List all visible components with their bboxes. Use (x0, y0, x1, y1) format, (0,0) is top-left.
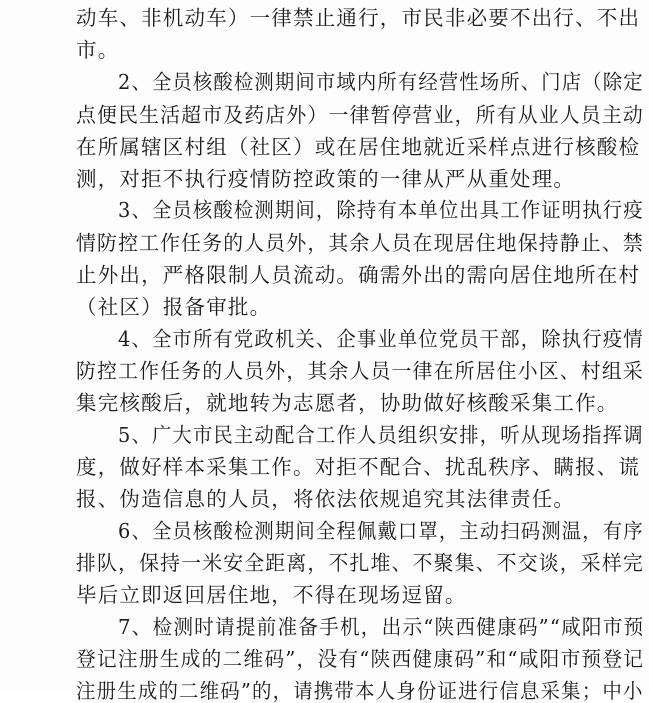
text-line: 点便民生活超市及药店外）一律暂停营业，所有从业人员主动 (76, 103, 644, 127)
text-line: 毕后立即返回居住地，不得在现场逗留。 (76, 583, 467, 607)
text-line: 在所属辖区村组（社区）或在居住地就近采样点进行核酸检 (76, 135, 641, 159)
text-line: 4、全市所有党政机关、企事业单位党员干部，除执行疫情 (118, 327, 644, 351)
text-line: 报、伪造信息的人员，将依法依规追究其法律责任。 (76, 487, 576, 511)
text-line: 测，对拒不执行疫情防控政策的一律从严从重处理。 (76, 167, 576, 191)
text-line: 情防控工作任务的人员外，其余人员在现居住地保持静止、禁 (76, 231, 644, 255)
text-line: 5、广大市民主动配合工作人员组织安排，听从现场指挥调 (118, 423, 644, 447)
text-line: 7、检测时请提前准备手机，出示“陕西健康码”“咸阳市预 (118, 615, 645, 639)
text-line: 市。 (76, 38, 120, 62)
text-line: 排队，保持一米安全距离，不扎堆、不聚集、不交谈，采样完 (76, 551, 644, 575)
text-line: 注册生成的二维码”的，请携带本人身份证进行信息采集；中小 (76, 679, 644, 703)
text-line: 登记注册生成的二维码”，没有“陕西健康码”和“咸阳市预登记 (76, 647, 645, 671)
text-line: 2、全员核酸检测期间市域内所有经营性场所、门店（除定 (118, 70, 644, 94)
text-line: 3、全员核酸检测期间，除持有本单位出具工作证明执行疫 (118, 198, 644, 222)
text-line: （社区）报备审批。 (76, 295, 272, 319)
text-line: 动车、非机动车）一律禁止通行，市民非必要不出行、不出 (76, 6, 641, 30)
text-line: 止外出，严格限制人员流动。确需外出的需向居住地所在村 (76, 263, 641, 287)
text-line: 防控工作任务的人员外，其余人员一律在所居住小区、村组采 (76, 359, 644, 383)
text-line: 集完核酸后，就地转为志愿者，协助做好核酸采集工作。 (76, 391, 619, 415)
text-line: 度，做好样本采集工作。对拒不配合、扰乱秩序、瞒报、谎 (76, 455, 641, 479)
text-line: 6、全员核酸检测期间全程佩戴口罩，主动扫码测温，有序 (118, 519, 644, 543)
